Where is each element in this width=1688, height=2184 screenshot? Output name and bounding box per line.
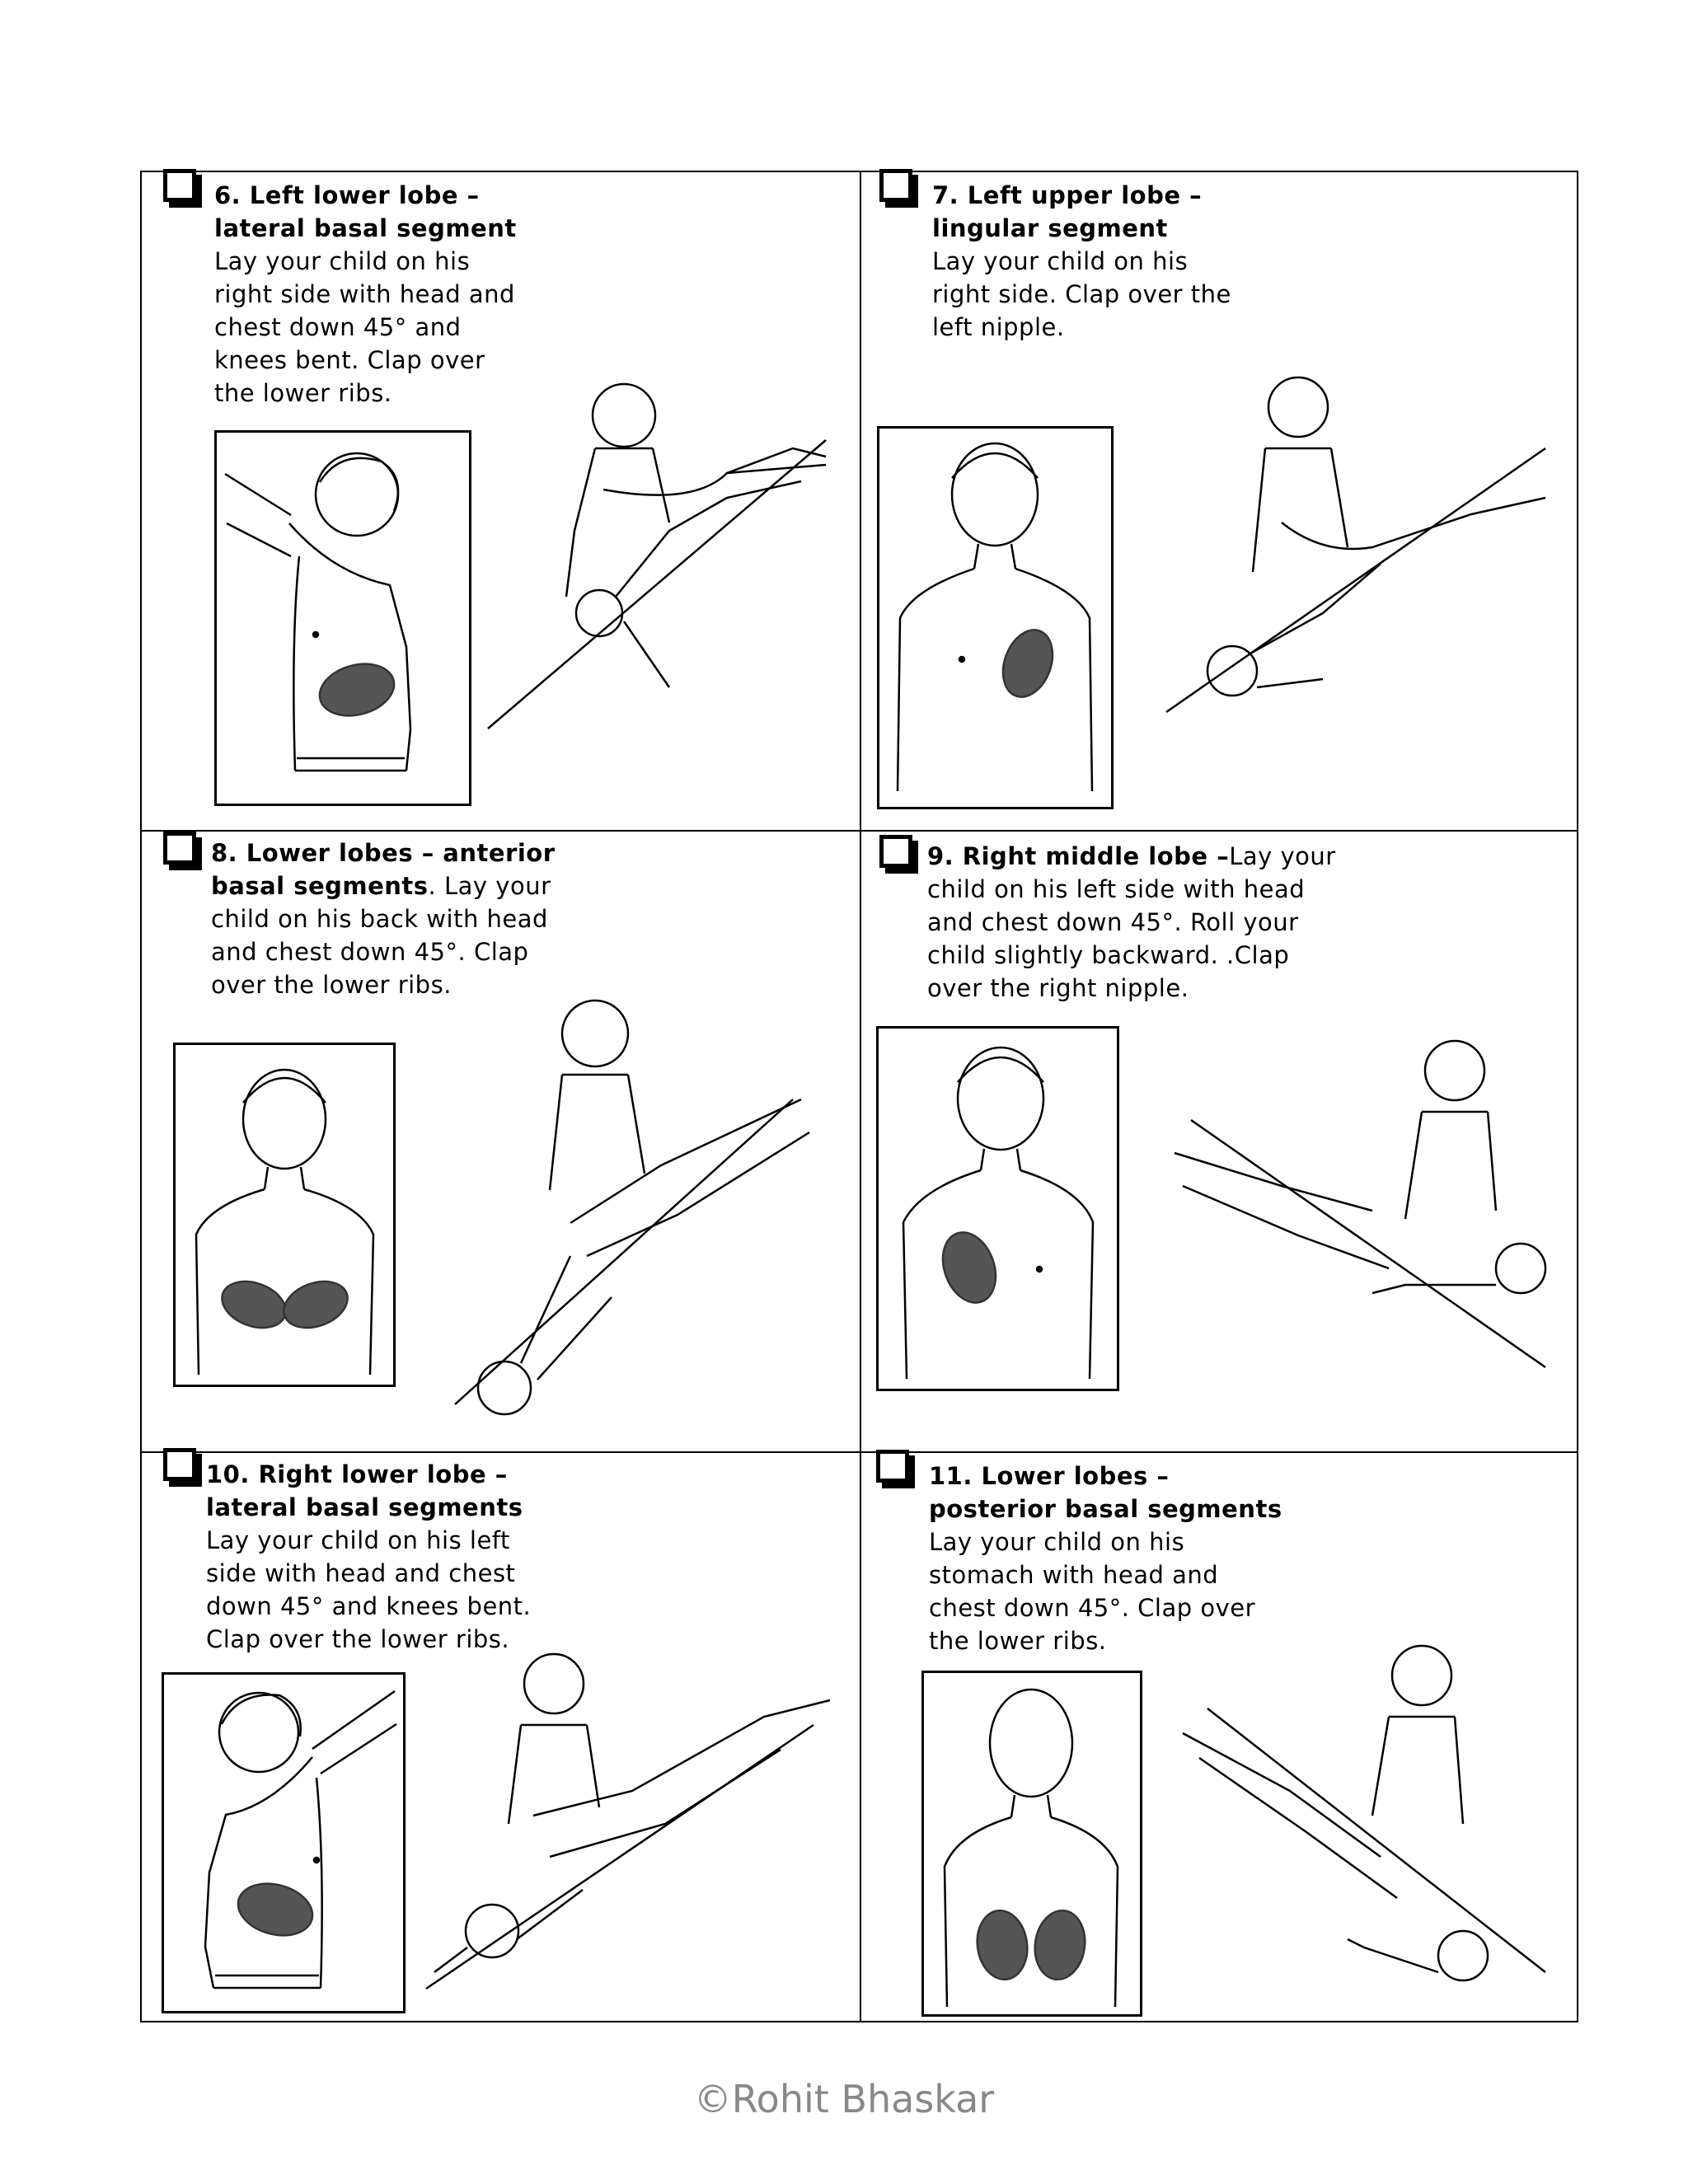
card-body-line: stomach with head and	[929, 1561, 1219, 1589]
card-body-line: Lay your	[1229, 842, 1336, 870]
instruction-grid	[140, 171, 1578, 2022]
card-title: 6. Left lower lobe –	[214, 181, 480, 209]
card-body-line: left nipple.	[932, 313, 1065, 341]
card-title: 10. Right lower lobe –	[206, 1460, 508, 1488]
card-7-text	[932, 179, 1231, 344]
child-positioning-illustration	[447, 992, 842, 1437]
card-body-line: chest down 45°. Clap over	[929, 1594, 1256, 1622]
card-title: lateral basal segments	[206, 1493, 523, 1521]
card-body-line: over the lower ribs.	[211, 971, 452, 999]
checkbox[interactable]	[163, 169, 196, 202]
card-title: lingular segment	[932, 214, 1168, 242]
card-body-line: and chest down 45°. Roll your	[927, 908, 1299, 936]
card-11-text	[929, 1460, 1282, 1657]
card-8	[142, 832, 860, 1451]
card-title: 11. Lower lobes –	[929, 1462, 1170, 1490]
card-body-line: chest down 45° and	[214, 313, 462, 341]
card-body-line: knees bent. Clap over	[214, 346, 485, 374]
child-positioning-illustration	[480, 366, 842, 745]
card-body-line: child on his back with head	[211, 905, 548, 933]
child-positioning-illustration	[1158, 366, 1562, 753]
card-title: posterior basal segments	[929, 1495, 1282, 1523]
chest-diagram-front	[877, 426, 1114, 809]
card-body-line: side with head and chest	[206, 1559, 516, 1587]
card-body-line: Lay your child on his	[929, 1528, 1185, 1556]
card-body-line: right side. Clap over the	[932, 280, 1231, 308]
card-body-line: Lay your child on his left	[206, 1526, 510, 1554]
chest-diagram-left-side	[214, 430, 471, 806]
card-body-line: child slightly backward. .Clap	[927, 941, 1290, 969]
card-body-line: over the right nipple.	[927, 974, 1189, 1002]
card-9	[861, 832, 1578, 1451]
card-body-line: Lay your child on his	[932, 247, 1189, 275]
card-6-text	[214, 179, 517, 410]
checkbox[interactable]	[879, 835, 912, 868]
card-body-line: Lay your child on his	[214, 247, 471, 275]
chest-diagram-front	[876, 1026, 1119, 1391]
child-positioning-illustration	[1166, 1643, 1562, 2013]
card-10	[142, 1453, 860, 2022]
chest-diagram-front	[173, 1043, 396, 1387]
card-9-text	[927, 840, 1336, 1005]
back-diagram	[921, 1671, 1142, 2017]
child-positioning-illustration	[1158, 1021, 1554, 1392]
checkbox[interactable]	[163, 1448, 196, 1481]
card-title: 8. Lower lobes – anterior	[211, 839, 556, 867]
copyright-footer: ©Rohit Bhaskar	[693, 2077, 995, 2121]
card-6	[142, 172, 860, 830]
card-body-line: right side with head and	[214, 280, 515, 308]
card-11	[861, 1453, 1578, 2022]
card-title: basal segments	[211, 872, 429, 900]
card-body-line: child on his left side with head	[927, 875, 1306, 903]
card-title: 7. Left upper lobe –	[932, 181, 1203, 209]
chest-diagram-right-side	[162, 1672, 406, 2013]
checkbox[interactable]	[163, 832, 196, 865]
card-body-line: and chest down 45°. Clap	[211, 938, 529, 966]
checkbox[interactable]	[879, 169, 912, 202]
card-body-line: the lower ribs.	[929, 1627, 1107, 1655]
card-title: lateral basal segment	[214, 214, 517, 242]
card-body-line: Clap over the lower ribs.	[206, 1625, 510, 1653]
card-title: 9. Right middle lobe –	[927, 842, 1230, 870]
checkbox[interactable]	[876, 1450, 909, 1483]
card-body-line: . Lay your	[428, 872, 551, 900]
card-body-line: down 45° and knees bent.	[206, 1592, 532, 1620]
card-8-text	[211, 837, 556, 1001]
card-10-text	[206, 1458, 531, 1656]
card-body-line: the lower ribs.	[214, 379, 392, 407]
card-7	[861, 172, 1578, 830]
child-positioning-illustration	[418, 1643, 846, 2013]
